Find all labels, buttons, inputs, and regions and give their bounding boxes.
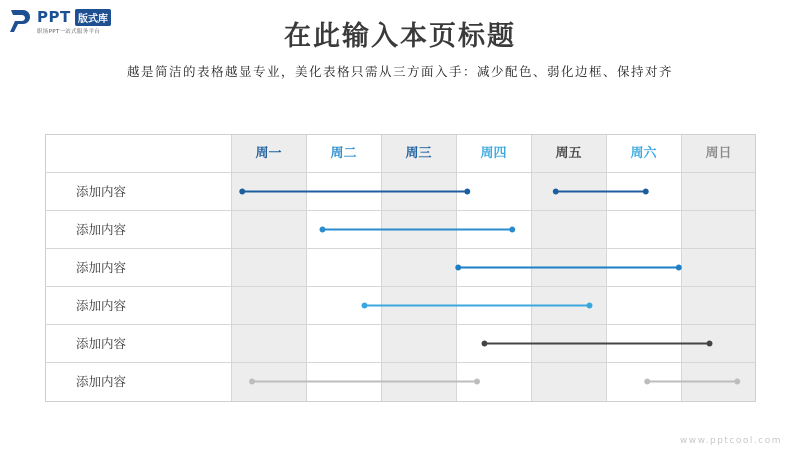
schedule-bar-endpoint (707, 341, 713, 347)
row-label: 添加内容 (76, 336, 127, 351)
schedule-bar-endpoint (239, 189, 245, 195)
schedule-bar-endpoint (464, 189, 470, 195)
day-header: 周六 (630, 146, 657, 161)
row-label: 添加内容 (76, 298, 127, 313)
page-subtitle: 越是简洁的表格越显专业，美化表格只需从三方面入手：减少配色、弱化边框、保持对齐 (126, 64, 673, 79)
schedule-bar-endpoint (643, 189, 649, 195)
page-title: 在此输入本页标题 (284, 21, 516, 52)
day-header: 周三 (381, 135, 456, 173)
schedule-bar-endpoint (734, 379, 740, 385)
schedule-bar-endpoint (553, 189, 559, 195)
schedule-bar-endpoint (509, 227, 515, 233)
schedule-bar-endpoint (644, 379, 650, 385)
schedule-bar-endpoint (482, 341, 488, 347)
schedule-table (45, 134, 756, 402)
schedule-bar-endpoint (455, 265, 461, 271)
schedule-bar-endpoint (587, 303, 593, 309)
logo-text: PPT (37, 8, 71, 26)
row-label: 添加内容 (76, 184, 127, 199)
schedule-bar-endpoint (249, 379, 255, 385)
row-label: 添加内容 (76, 374, 127, 389)
row-label: 添加内容 (76, 260, 127, 275)
watermark: www.pptcool.com (679, 436, 782, 446)
schedule-bar-endpoint (362, 303, 368, 309)
schedule-bar-endpoint (474, 379, 480, 385)
day-header: 周二 (330, 146, 357, 161)
schedule-bars (46, 135, 756, 402)
logo-subtitle: 职场PPT一站式服务平台 (37, 29, 101, 35)
row-label: 添加内容 (76, 222, 127, 237)
schedule-bar-endpoint (676, 265, 682, 271)
schedule-bar-endpoint (320, 227, 326, 233)
logo-badge: 版式库 (75, 9, 111, 26)
day-header: 周日 (681, 135, 756, 173)
day-header: 周四 (480, 146, 507, 161)
day-header: 周一 (231, 135, 306, 173)
day-header: 周五 (531, 135, 606, 173)
